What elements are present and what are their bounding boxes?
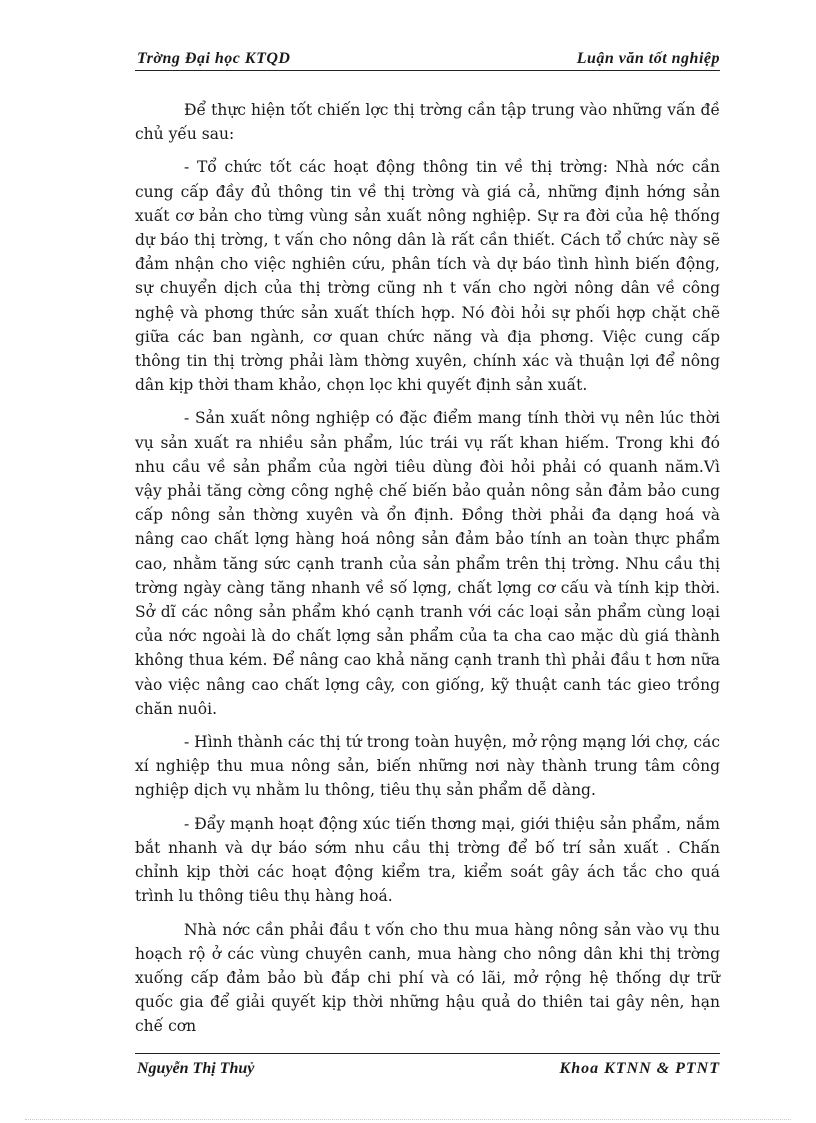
body-text [135,98,720,1048]
paragraph-market-centers: - Hình thành các thị tứ trong toàn huyện, mở rộng mạng lới chợ, các xí nghiệp thu mua nông sản, biến những nơi này thành trung tâm công nghiệp dịch vụ nhằm lu thông, tiêu thụ sản phẩm dễ dàng. [135,733,720,800]
footer-author: Nguyễn Thị Thuỷ [137,1060,255,1077]
header-school: Trờng Đại học KTQD [137,50,291,67]
paragraph-trade-promotion: - Đẩy mạnh hoạt động xúc tiến thơng mại, giới thiệu sản phẩm, nắm bắt nhanh và dự báo sớm nhu cầu thị trờng để bố trí sản xuất . Chấn chỉnh kịp thời các hoạt động kiểm tra, kiểm soát gây ách tắc cho quá trình lu thông tiêu thụ hàng hoá. [135,814,720,906]
page-edge-divider [25,1119,791,1120]
paragraph-market-info: - Tổ chức tốt các hoạt động thông tin về thị trờng: Nhà nớc cần cung cấp đầy đủ thông tin về thị trờng và giá cả, những định hớng sản xuất cơ bản cho từng vùng sản xuất nông nghiệp. Sự ra đời của hệ thống dự báo thị trờng, t vấn cho nông dân là rất cần thiết. Cách tổ chức này sẽ đảm nhận cho việc nghiên cứu, phân tích và dự báo tình hình biến động, sự chuyển dịch của thị trờng cũng nh t vấn cho ngời nông dân về công nghệ và phơng thức sản xuất thích hợp. Nó đòi hỏi sự phối hợp chặt chẽ giữa các ban ngành, cơ quan chức năng và địa phơng. Việc cung cấp thông tin thị trờng phải làm thờng xuyên, chính xác và thuận lợi để nông dân kịp thời tham khảo, chọn lọc khi quyết định sản xuất. [135,158,720,395]
page-footer [135,1053,720,1078]
page-header [135,48,720,71]
footer-faculty: Khoa KTNN & PTNT [559,1060,720,1077]
header-thesis: Luận văn tốt nghiệp [576,50,720,67]
paragraph-seasonal-production: - Sản xuất nông nghiệp có đặc điểm mang tính thời vụ nên lúc thời vụ sản xuất ra nhiều sản phẩm, lúc trái vụ rất khan hiếm. Trong khi đó nhu cầu về sản phẩm của ngời tiêu dùng đòi hỏi phải có quanh năm.Vì vậy phải tăng cờng công nghệ chế biến bảo quản nông sản đảm bảo cung cấp nông sản thờng xuyên và ổn định. Đồng thời phải đa dạng hoá và nâng cao chất lợng hàng hoá nông sản đảm bảo tính an toàn thực phẩm cao, nhằm tăng sức cạnh tranh của sản phẩm trên thị trờng. Nhu cầu thị trờng ngày càng tăng nhanh về số lợng, chất lợng cơ cấu và tính kịp thời. Sở dĩ các nông sản phẩm khó cạnh tranh với các loại sản phẩm cùng loại của nớc ngoài là do chất lợng sản phẩm của ta cha cao mặc dù giá thành không thua kém. Để nâng cao khả năng cạnh tranh thì phải đầu t hơn nữa vào việc nâng cao chất lợng cây, con giống, kỹ thuật canh tác gieo trồng chăn nuôi. [135,409,720,718]
paragraph-intro: Để thực hiện tốt chiến lợc thị trờng cần tập trung vào những vấn đề chủ yếu sau: [135,101,720,144]
paragraph-state-investment: Nhà nớc cần phải đầu t vốn cho thu mua hàng nông sản vào vụ thu hoạch rộ ở các vùng chuyên canh, mua hàng cho nông dân khi thị trờng xuống cấp đảm bảo bù đắp chi phí và có lãi, mở rộng hệ thống dự trữ quốc gia để giải quyết kịp thời những hậu quả do thiên tai gây nên, hạn chế cơn [135,920,720,1036]
